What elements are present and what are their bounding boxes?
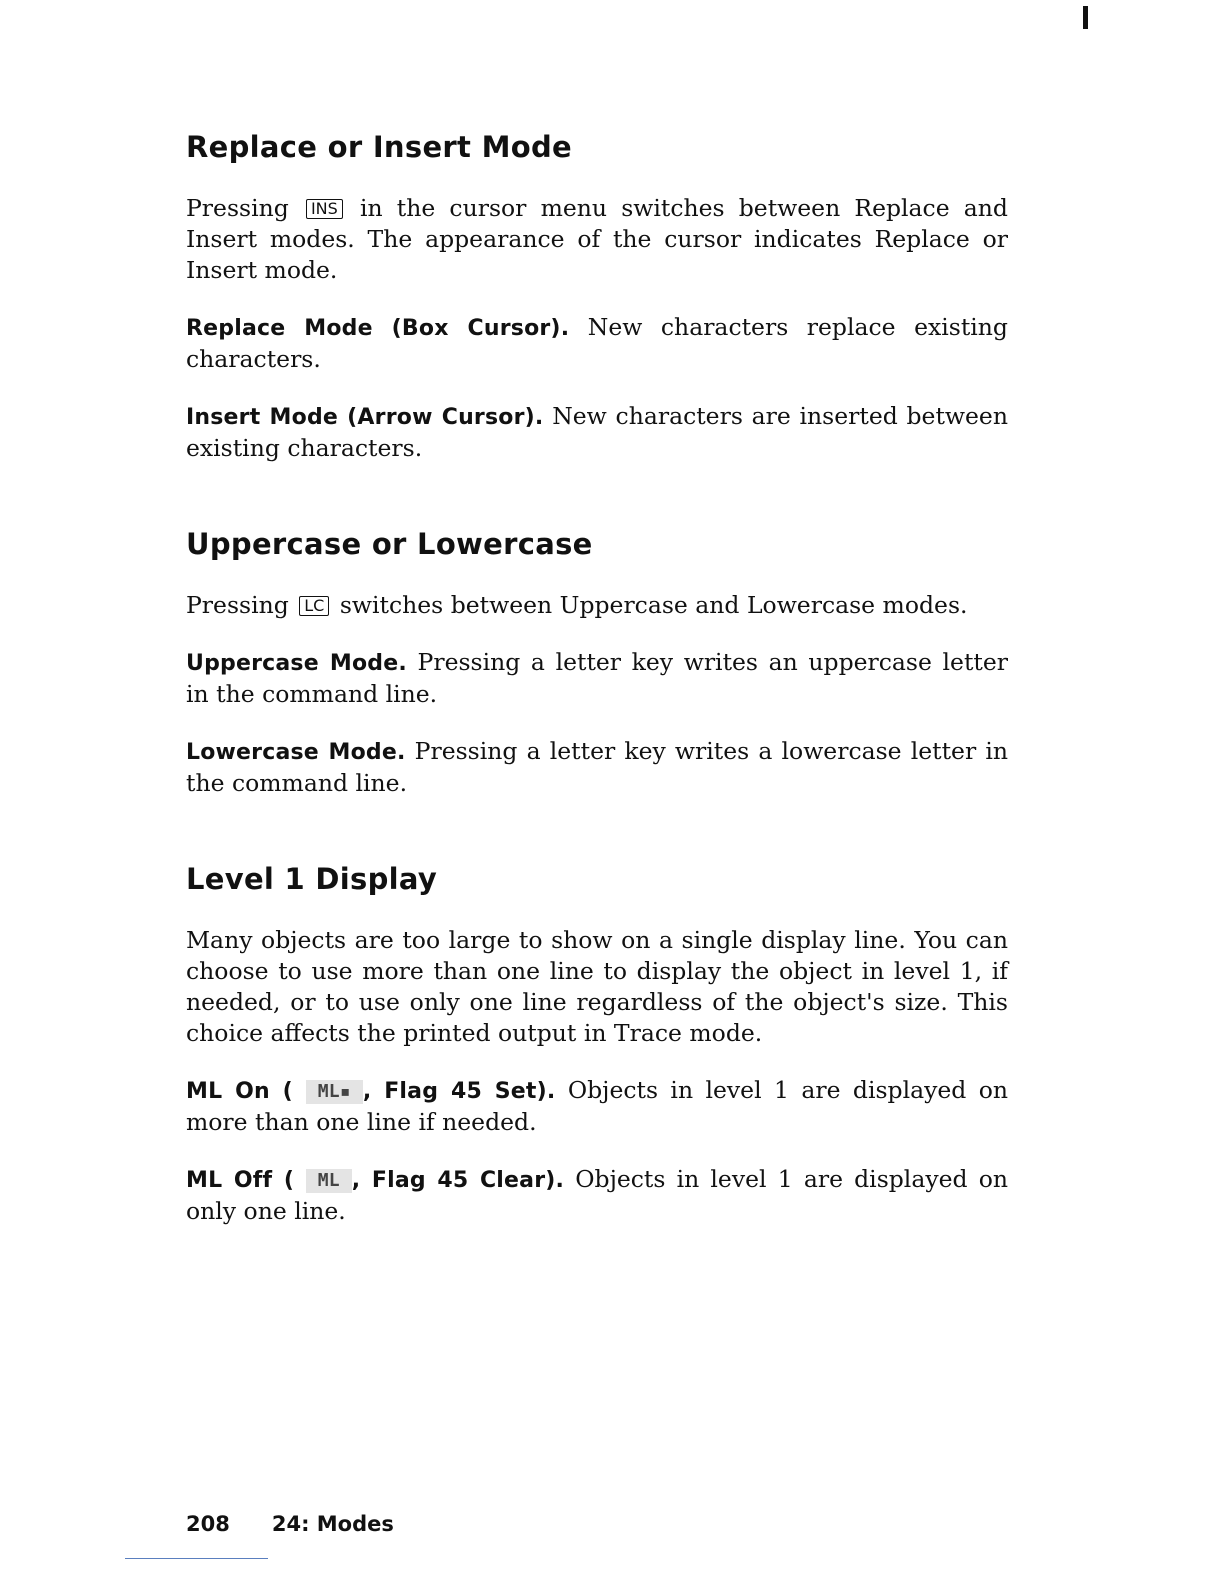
definition-term: Insert Mode (Arrow Cursor). [186,405,544,430]
definition-text: Objects in level 1 are displayed on more than one line if needed. [186,1076,1009,1136]
intro-text: in the cursor menu switches between Replace and Insert modes. The appearance of the cursor indicates Replace or Insert mode. [186,194,1008,284]
term-suffix: , Flag 45 Set). [362,1079,556,1104]
page-number: 208 [186,1512,230,1536]
definition-uppercase-mode [186,647,1008,710]
definition-term: Uppercase Mode. [186,651,407,676]
section-heading: Replace or Insert Mode [186,130,572,164]
definition-text: Objects in level 1 are displayed on only one line. [186,1165,1009,1225]
page-footer [186,1512,394,1536]
section-heading: Uppercase or Lowercase [186,527,593,561]
section-replace-insert [186,125,1008,464]
definition-term [186,1079,555,1104]
section-intro: Many objects are too large to show on a single display line. You can choose to use more than one line to display the object in level 1, if needed, or to use only one line regardless of the object's size. This choice affects the printed output in Trace mode. [186,926,1008,1047]
ins-key: INS [306,199,343,219]
intro-text: Pressing [186,194,289,222]
section-level1-display [186,857,1008,1227]
section-heading: Level 1 Display [186,862,438,896]
page-content [186,125,1008,1227]
definition-text: Pressing a letter key writes a lowercase letter in the command line. [186,737,1008,797]
ml-on-menu-key: ML▪ [306,1080,363,1104]
footer-rule [125,1558,268,1559]
term-suffix: , Flag 45 Clear). [351,1168,565,1193]
term-prefix: ML On ( [186,1079,293,1104]
definition-term: Lowercase Mode. [186,740,406,765]
definition-term [186,1168,564,1193]
definition-ml-off [186,1164,1008,1227]
definition-text: New characters are inserted between existing characters. [186,402,1008,462]
definition-replace-mode [186,312,1008,375]
section-intro [186,193,1008,286]
section-uppercase-lowercase [186,522,1008,799]
lc-key: LC [299,596,329,616]
definition-text: New characters replace existing characters. [186,313,1008,373]
ml-off-menu-key: ML [306,1169,352,1193]
intro-text: switches between Uppercase and Lowercase modes. [339,591,968,619]
definition-lowercase-mode [186,736,1008,799]
definition-insert-mode [186,401,1008,464]
intro-text: Pressing [186,591,289,619]
definition-text: Pressing a letter key writes an uppercase letter in the command line. [186,648,1008,708]
page-edge-mark [1083,6,1088,29]
chapter-title: 24: Modes [271,1512,394,1536]
definition-ml-on [186,1075,1008,1138]
section-intro [186,590,1008,621]
term-prefix: ML Off ( [186,1168,295,1193]
definition-term: Replace Mode (Box Cursor). [186,316,570,341]
